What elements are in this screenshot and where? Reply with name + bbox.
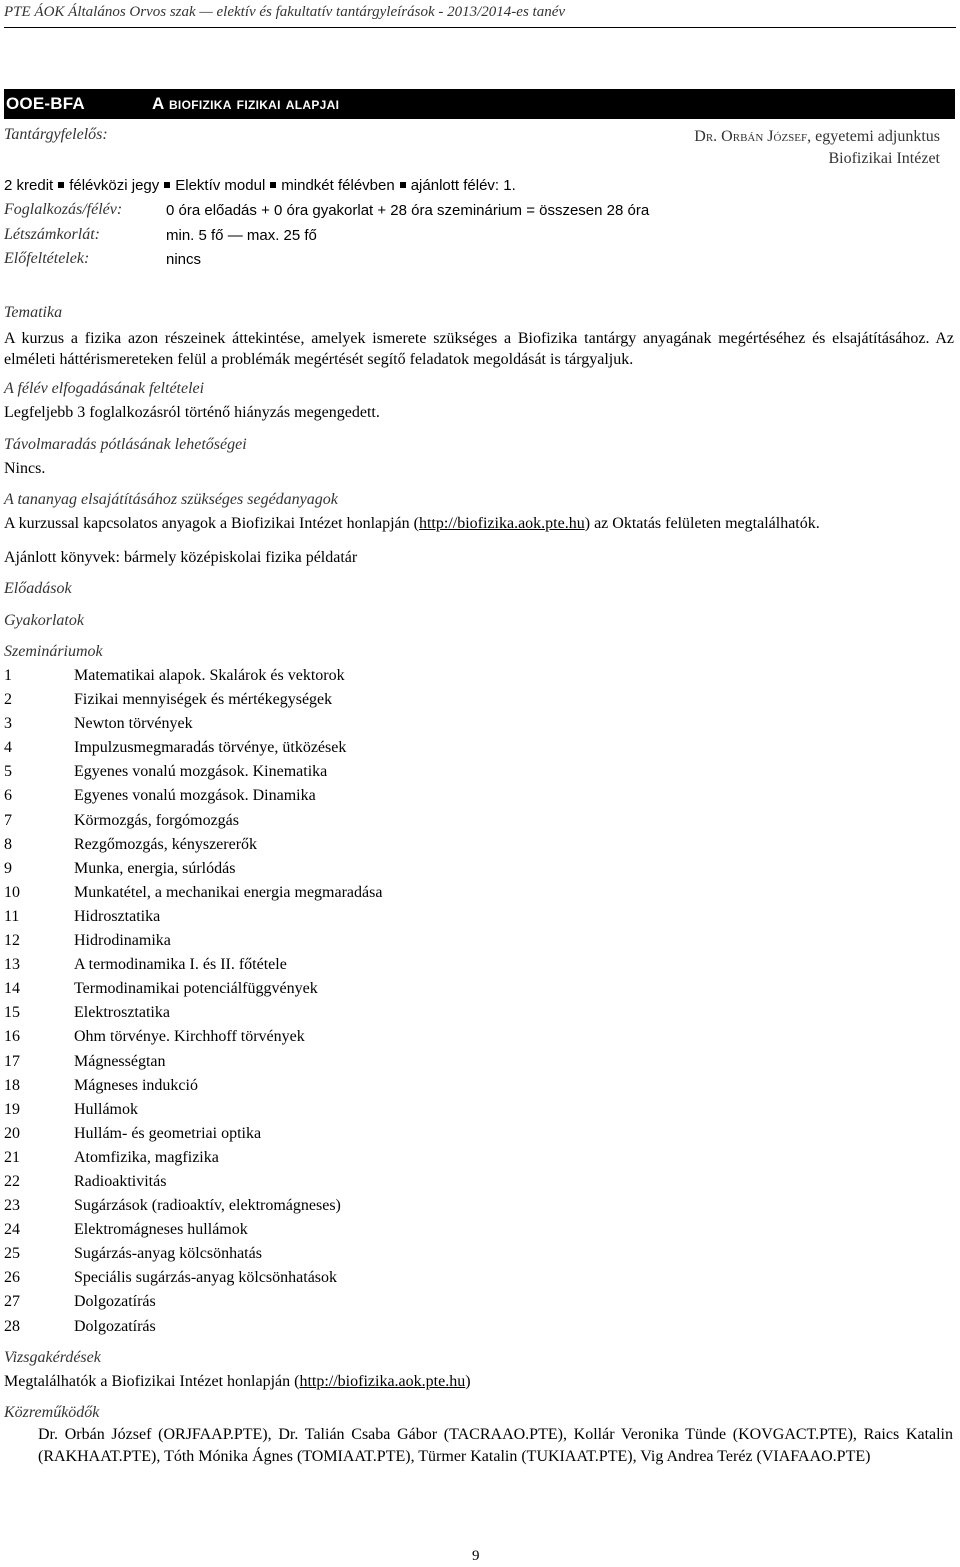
credit-part: félévközi jegy <box>69 177 160 194</box>
seminar-topic: Ohm törvénye. Kirchhoff törvények <box>74 1028 305 1046</box>
materials-text-start: A kurzussal kapcsolatos anyagok a Biofizikai Intézet honlapján ( <box>4 515 419 532</box>
seminar-row <box>4 1004 704 1028</box>
seminar-row <box>4 1293 704 1317</box>
seminar-number: 5 <box>4 763 12 781</box>
responsible-name: Dr. Orbán József <box>694 128 808 145</box>
seminar-topic: Munka, energia, súrlódás <box>74 859 236 877</box>
credit-line <box>4 177 516 194</box>
seminar-topic: Munkatétel, a mechanikai energia megmaradása <box>74 883 383 901</box>
seminar-topic: Sugárzás-anyag kölcsönhatás <box>74 1245 262 1263</box>
seminar-number: 27 <box>4 1293 20 1311</box>
seminar-row <box>4 812 704 836</box>
credit-part: mindkét félévben <box>281 177 395 194</box>
absence-text: Nincs. <box>4 460 46 477</box>
materials-text <box>4 515 820 533</box>
seminar-number: 6 <box>4 787 12 805</box>
seminar-row <box>4 1125 704 1149</box>
tematika-text: A kurzus a fizika azon részeinek áttekintése, amelyek ismerete szükséges a Biofizika tantárgy anyagának megértéséhez és elsajátításához. Az elméleti háttérismereteken felül a problémák megértését segítő feladatok megoldását is tárgyaljuk. <box>4 330 954 368</box>
seminar-number: 9 <box>4 859 12 877</box>
seminar-topic: Mágnességtan <box>74 1052 166 1070</box>
credit-part: ajánlott félév: 1. <box>410 177 516 194</box>
bullet-square-icon <box>58 182 64 188</box>
seminar-topic: Hullámok <box>74 1100 138 1118</box>
seminar-row <box>4 1149 704 1173</box>
absence-heading: Távolmaradás pótlásának lehetőségei <box>4 436 247 453</box>
seminar-row <box>4 787 704 811</box>
seminar-row <box>4 932 704 956</box>
limit-label: Létszámkorlát: <box>4 226 100 243</box>
seminar-topic: Rezgőmozgás, kényszererők <box>74 835 258 853</box>
seminar-row <box>4 1197 704 1221</box>
seminar-number: 1 <box>4 667 12 684</box>
seminar-topic: Dolgozatírás <box>74 1317 156 1335</box>
seminar-number: 28 <box>4 1317 20 1335</box>
exams-text-start: Megtalálhatók a Biofizikai Intézet honlapján ( <box>4 1373 300 1390</box>
exams-text <box>4 1373 471 1391</box>
seminar-number: 22 <box>4 1172 20 1190</box>
seminar-row <box>4 1077 704 1101</box>
seminar-number: 16 <box>4 1028 20 1046</box>
course-title: A biofizika fizikai alapjai <box>152 94 340 113</box>
seminar-topic: Matematikai alapok. Skalárok és vektorok <box>74 667 345 684</box>
seminar-topic: Newton törvények <box>74 715 193 733</box>
seminar-number: 17 <box>4 1052 20 1070</box>
seminar-number: 7 <box>4 811 12 829</box>
materials-text-end: ) az Oktatás felületen megtalálhatók. <box>584 515 820 532</box>
seminar-number: 24 <box>4 1221 20 1239</box>
contributors-text: Dr. Orbán József (ORJFAAP.PTE), Dr. Talián Csaba Gábor (TACRAAO.PTE), Kollár Veronika Tünde (KOVGACT.PTE), Raics Katalin (RAKHAAT.PTE), Tóth Mónika Ágnes (TOMIAAT.PTE), Türmer Katalin (TUKIAAT.PTE), Vig Andrea Teréz (VIAFAAO.PTE) <box>38 1426 953 1465</box>
seminar-number: 13 <box>4 956 20 974</box>
practicals-heading: Gyakorlatok <box>4 612 84 629</box>
lectures-heading: Előadások <box>4 580 72 597</box>
seminar-row <box>4 763 704 787</box>
seminar-number: 10 <box>4 883 20 901</box>
seminar-row <box>4 1318 704 1342</box>
page-number: 9 <box>472 1548 480 1564</box>
seminar-row <box>4 836 704 860</box>
seminar-number: 21 <box>4 1148 20 1166</box>
seminar-topic: Termodinamikai potenciálfüggvények <box>74 980 318 998</box>
contributors-heading: Közreműködők <box>4 1404 100 1421</box>
seminar-row <box>4 1173 704 1197</box>
seminars-heading: Szemináriumok <box>4 643 103 660</box>
biofizika-website-link[interactable]: http://biofizika.aok.pte.hu <box>418 515 585 532</box>
responsible-institute: Biofizikai Intézet <box>828 150 940 167</box>
seminar-number: 15 <box>4 1004 20 1022</box>
seminar-number: 26 <box>4 1269 20 1287</box>
seminar-row <box>4 1053 704 1077</box>
seminar-row <box>4 1028 704 1052</box>
responsible-label: Tantárgyfelelős: <box>4 126 108 143</box>
seminar-row <box>4 908 704 932</box>
exams-website-link[interactable]: http://biofizika.aok.pte.hu <box>299 1373 466 1390</box>
seminar-topic: Egyenes vonalú mozgások. Dinamika <box>74 787 316 805</box>
seminar-list <box>4 667 704 1342</box>
course-title-bar <box>4 89 955 119</box>
seminar-topic: Radioaktivitás <box>74 1172 167 1190</box>
seminar-row <box>4 980 704 1004</box>
responsible-block <box>694 126 940 170</box>
seminar-number: 19 <box>4 1100 20 1118</box>
seminar-topic: Hidrodinamika <box>74 932 171 950</box>
seminar-number: 20 <box>4 1124 20 1142</box>
seminar-row <box>4 956 704 980</box>
seminar-row <box>4 715 704 739</box>
course-code: OOE-BFA <box>6 94 85 113</box>
seminar-row <box>4 739 704 763</box>
seminar-topic: Egyenes vonalú mozgások. Kinematika <box>74 763 328 781</box>
seminar-topic: Hidrosztatika <box>74 907 161 925</box>
seminar-topic: Dolgozatírás <box>74 1293 156 1311</box>
occupation-value: 0 óra előadás + 0 óra gyakorlat + 28 óra szeminárium = összesen 28 óra <box>166 202 650 219</box>
tematika-heading: Tematika <box>4 304 63 321</box>
responsible-position: , egyetemi adjunktus <box>807 128 940 145</box>
books-text: Ajánlott könyvek: bármely középiskolai fizika példatár <box>4 549 358 566</box>
seminar-topic: Speciális sugárzás-anyag kölcsönhatások <box>74 1269 338 1287</box>
seminar-number: 23 <box>4 1197 20 1215</box>
seminar-number: 18 <box>4 1076 20 1094</box>
occupation-label: Foglalkozás/félév: <box>4 201 123 218</box>
seminar-row <box>4 667 704 691</box>
bullet-square-icon <box>164 182 170 188</box>
seminar-row <box>4 691 704 715</box>
credit-part: Elektív modul <box>175 177 266 194</box>
header-divider <box>4 27 956 28</box>
exams-text-end: ) <box>465 1373 471 1390</box>
seminar-topic: Sugárzások (radioaktív, elektromágneses) <box>74 1197 341 1215</box>
materials-heading: A tananyag elsajátításához szükséges segédanyagok <box>4 491 338 508</box>
credit-part: 2 kredit <box>4 177 54 194</box>
seminar-number: 25 <box>4 1245 20 1263</box>
seminar-topic: Mágneses indukció <box>74 1076 198 1094</box>
seminar-row <box>4 1269 704 1293</box>
seminar-number: 11 <box>4 907 20 925</box>
seminar-topic: Körmozgás, forgómozgás <box>74 811 239 829</box>
acceptance-heading: A félév elfogadásának feltételei <box>4 380 205 397</box>
seminar-number: 8 <box>4 835 12 853</box>
running-header: PTE ÁOK Általános Orvos szak — elektív és fakultatív tantárgyleírások - 2013/2014-es tanév <box>4 4 566 20</box>
seminar-topic: Impulzusmegmaradás törvénye, ütközések <box>74 739 347 757</box>
seminar-row <box>4 884 704 908</box>
seminar-number: 4 <box>4 739 12 757</box>
seminar-topic: Elektrosztatika <box>74 1004 170 1022</box>
seminar-row <box>4 1101 704 1125</box>
seminar-topic: A termodinamika I. és II. főtétele <box>74 956 287 974</box>
seminar-row <box>4 1221 704 1245</box>
seminar-number: 3 <box>4 715 12 733</box>
seminar-topic: Elektromágneses hullámok <box>74 1221 248 1239</box>
acceptance-text: Legfeljebb 3 foglalkozásról történő hiányzás megengedett. <box>4 404 380 421</box>
seminar-topic: Hullám- és geometriai optika <box>74 1124 262 1142</box>
seminar-number: 2 <box>4 691 12 709</box>
seminar-topic: Atomfizika, magfizika <box>74 1148 219 1166</box>
bullet-square-icon <box>400 182 406 188</box>
seminar-row <box>4 1245 704 1269</box>
prereq-label: Előfeltételek: <box>4 250 90 267</box>
seminar-number: 12 <box>4 932 20 950</box>
prereq-value: nincs <box>166 251 202 268</box>
seminar-row <box>4 860 704 884</box>
seminar-topic: Fizikai mennyiségek és mértékegységek <box>74 691 333 709</box>
seminar-number: 14 <box>4 980 20 998</box>
bullet-square-icon <box>270 182 276 188</box>
limit-value: min. 5 fő — max. 25 fő <box>166 227 317 244</box>
exams-heading: Vizsgakérdések <box>4 1349 101 1366</box>
